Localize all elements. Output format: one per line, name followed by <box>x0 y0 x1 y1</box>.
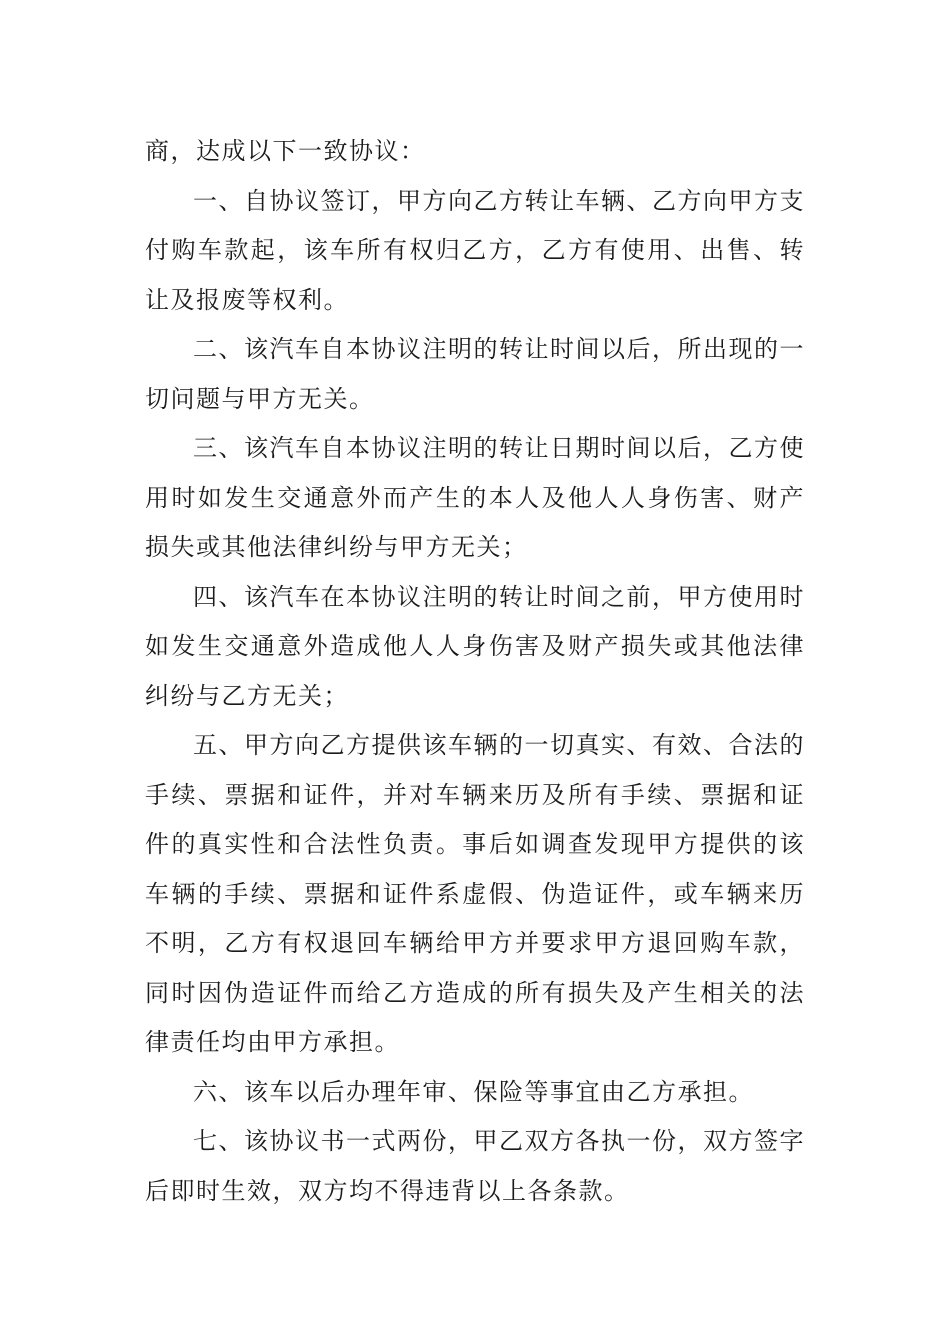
text-line: 四 、 该 汽 车 在 本 协 议 注 明 的 转 让 时 间 之 前 ， 甲 方 使 用 时 <box>193 582 805 611</box>
text-line: 同 时 因 伪 造 证 件 而 给 乙 方 造 成 的 所 有 损 失 及 产 生 相 关 的 法 <box>145 978 805 1007</box>
text-line: 如 发 生 交 通 意 外 造 成 他 人 人 身 伤 害 及 财 产 损 失 或 其 他 法 律 <box>145 632 805 660</box>
text-line: 六、该车以后办理年审、保险等事宜由乙方承担。 <box>193 1077 754 1106</box>
text-line: 让及报废等权利。 <box>145 285 349 314</box>
text-line: 手 续 、 票 据 和 证 件 ， 并 对 车 辆 来 历 及 所 有 手 续 、 票 据 和 证 <box>145 780 805 809</box>
text-line: 件 的 真 实 性 和 合 法 性 负 责 。 事 后 如 调 查 发 现 甲 方 提 供 的 该 <box>145 830 805 858</box>
text-line: 二 、 该 汽 车 自 本 协 议 注 明 的 转 让 时 间 以 后 ， 所 出 现 的 一 <box>193 335 805 363</box>
text-line: 车 辆 的 手 续 、 票 据 和 证 件 系 虚 假 、 伪 造 证 件 ， 或 车 辆 来 历 <box>145 879 805 908</box>
text-line: 不 明 ， 乙 方 有 权 退 回 车 辆 给 甲 方 并 要 求 甲 方 退 回 购 车 款 ， <box>145 929 805 957</box>
text-line: 一 、 自 协 议 签 订 ， 甲 方 向 乙 方 转 让 车 辆 、 乙 方 向 甲 方 支 <box>193 186 805 215</box>
agreement-body <box>145 127 805 1216</box>
text-line: 损失或其他法律纠纷与甲方无关； <box>145 533 528 561</box>
text-line: 切问题与甲方无关。 <box>145 384 375 413</box>
text-line: 律责任均由甲方承担。 <box>145 1028 400 1056</box>
text-line: 后即时生效，双方均不得违背以上各条款。 <box>145 1176 630 1205</box>
text-line: 纠纷与乙方无关； <box>145 681 349 710</box>
text-line: 五 、 甲 方 向 乙 方 提 供 该 车 辆 的 一 切 真 实 、 有 效 、 合 法 的 <box>193 731 805 759</box>
text-line: 七 、 该 协 议 书 一 式 两 份 ， 甲 乙 双 方 各 执 一 份 ， 双 方 签 字 <box>193 1127 805 1155</box>
text-line: 用 时 如 发 生 交 通 意 外 而 产 生 的 本 人 及 他 人 人 身 伤 害 、 财 产 <box>145 483 805 512</box>
text-line: 三 、 该 汽 车 自 本 协 议 注 明 的 转 让 日 期 时 间 以 后 ， 乙 方 使 <box>193 434 805 462</box>
text-line: 付 购 车 款 起 ， 该 车 所 有 权 归 乙 方 ， 乙 方 有 使 用 、 出 售 、 转 <box>145 236 805 264</box>
text-line: 商，达成以下一致协议： <box>145 137 426 165</box>
